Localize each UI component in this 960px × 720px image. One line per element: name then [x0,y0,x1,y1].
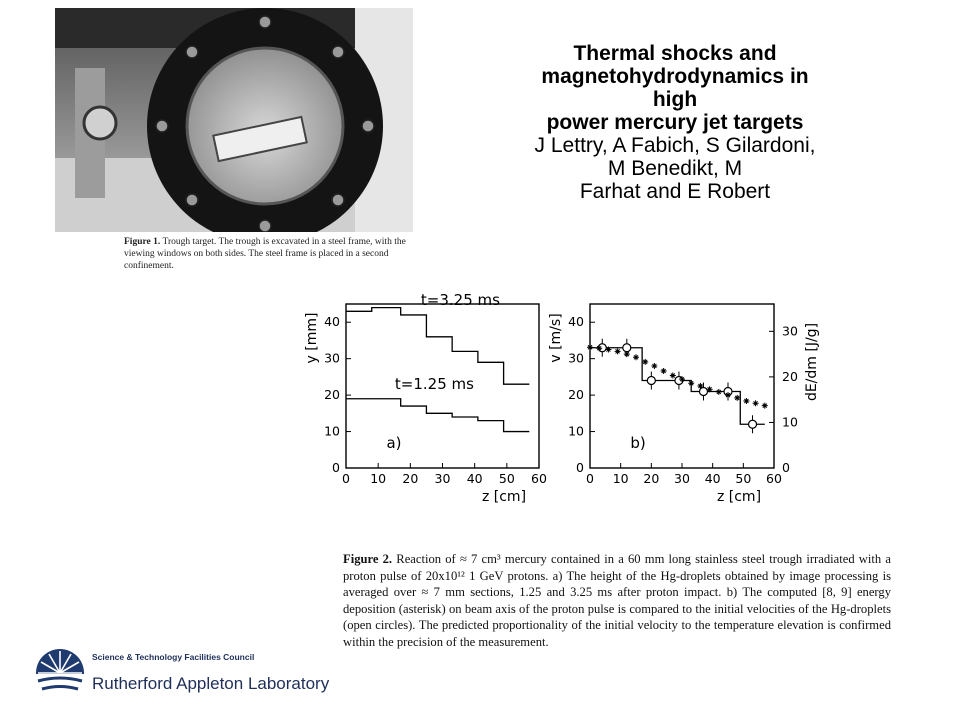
figure2-label: Figure 2. [343,552,393,566]
title-line-2: magnetohydrodynamics in [541,65,809,88]
x-tick-label: 10 [612,471,629,486]
x-tick-label: 10 [370,471,387,486]
slide-title [480,42,870,203]
x-tick-label: 30 [674,471,690,486]
y-axis-label: v [m/s] [548,313,564,363]
series-label: t=3.25 ms [420,292,500,309]
energy-asterisk [743,398,749,404]
logo-council-name: Science & Technology Facilities Council [92,652,255,662]
y-tick-label: 0 [576,460,584,475]
logo-lab-name: Rutherford Appleton Laboratory [92,674,330,693]
plot-frame-2 [590,304,774,468]
panel-label: a) [386,434,402,452]
panel-label: b) [630,434,646,452]
y-axis-label: y [mm] [304,312,320,364]
title-line-1: Thermal shocks and [573,42,777,65]
x-tick-label: 40 [466,471,483,486]
x-tick-label: 50 [735,471,752,486]
velocity-point [623,344,631,352]
y-tick-label: 30 [568,350,584,366]
energy-asterisk [753,400,759,406]
energy-asterisk [633,354,639,360]
velocity-point [647,377,655,385]
x-axis-label: z [cm] [716,489,762,505]
energy-asterisk [762,403,768,409]
figure1-label: Figure 1. [124,237,161,247]
figure2-caption [343,551,891,651]
x-tick-label: 60 [531,471,547,486]
title-line-3: high [652,88,698,111]
y-tick-label: 30 [324,350,340,366]
series-label: t=1.25 ms [394,374,474,393]
x-tick-label: 60 [766,471,782,486]
y-tick-label: 40 [568,314,584,330]
y-tick-label: 20 [568,387,584,403]
energy-asterisk [651,363,657,369]
trough-target-photo [55,8,413,232]
authors-line-3: Farhat and E Robert [579,180,771,203]
series-step-1 [346,308,529,385]
figure2-plots [296,292,846,510]
x-tick-label: 20 [402,471,419,486]
y-tick-label: 20 [324,387,340,403]
energy-asterisk [734,395,740,401]
x-tick-label: 20 [643,471,660,486]
energy-asterisk [587,344,593,350]
y-tick-label: 40 [324,314,340,330]
y2-tick-label: 10 [782,414,798,430]
y-tick-label: 0 [332,460,340,475]
y-tick-label: 10 [568,423,584,439]
velocity-point [749,420,757,428]
energy-asterisk [716,389,722,395]
figure1-caption [124,236,424,272]
energy-asterisk [615,348,621,354]
y2-tick-label: 30 [782,323,798,339]
energy-asterisk [642,359,648,365]
x-tick-label: 30 [434,471,451,486]
x-tick-label: 50 [498,471,515,486]
y2-tick-label: 0 [782,460,790,475]
energy-asterisk [670,373,676,379]
series-step-2 [346,399,529,432]
y2-axis-label: dE/dm [J/g] [804,322,820,402]
authors-line-1: J Lettry, A Fabich, S Gilardoni, [534,134,816,157]
x-tick-label: 0 [342,471,350,486]
x-axis-label: z [cm] [481,489,527,505]
figure2-caption-text: Reaction of ≈ 7 cm³ mercury contained in a 60 mm long stainless steel trough irradiated with a proton pulse of 20x10¹² 1 GeV protons. a) The height of the Hg-droplets obtained by image processing is averaged over ≈ 7 mm sections, 1.25 and 3.25 ms after proton impact. b) The computed [8, 9] energy deposition (asterisk) on beam axis of the proton pulse is compared to the initial velocities of the Hg-droplets (open circles). The predicted proportionality of the initial velocity to the temperature elevation is confirmed within the precision of the measurement. [343,552,891,649]
energy-asterisk [661,368,667,374]
x-tick-label: 0 [586,471,594,486]
x-tick-label: 40 [704,471,721,486]
series-step-1 [590,348,765,425]
figure1-caption-text: Trough target. The trough is excavated in a steel frame, with the viewing windows on both sides. The steel frame is placed in a second confinement. [124,237,406,271]
title-line-4: power mercury jet targets [546,111,804,134]
authors-line-2: M Benedikt, M [607,157,743,180]
y-tick-label: 10 [324,423,340,439]
y2-tick-label: 20 [782,368,798,384]
energy-asterisk [624,351,630,357]
